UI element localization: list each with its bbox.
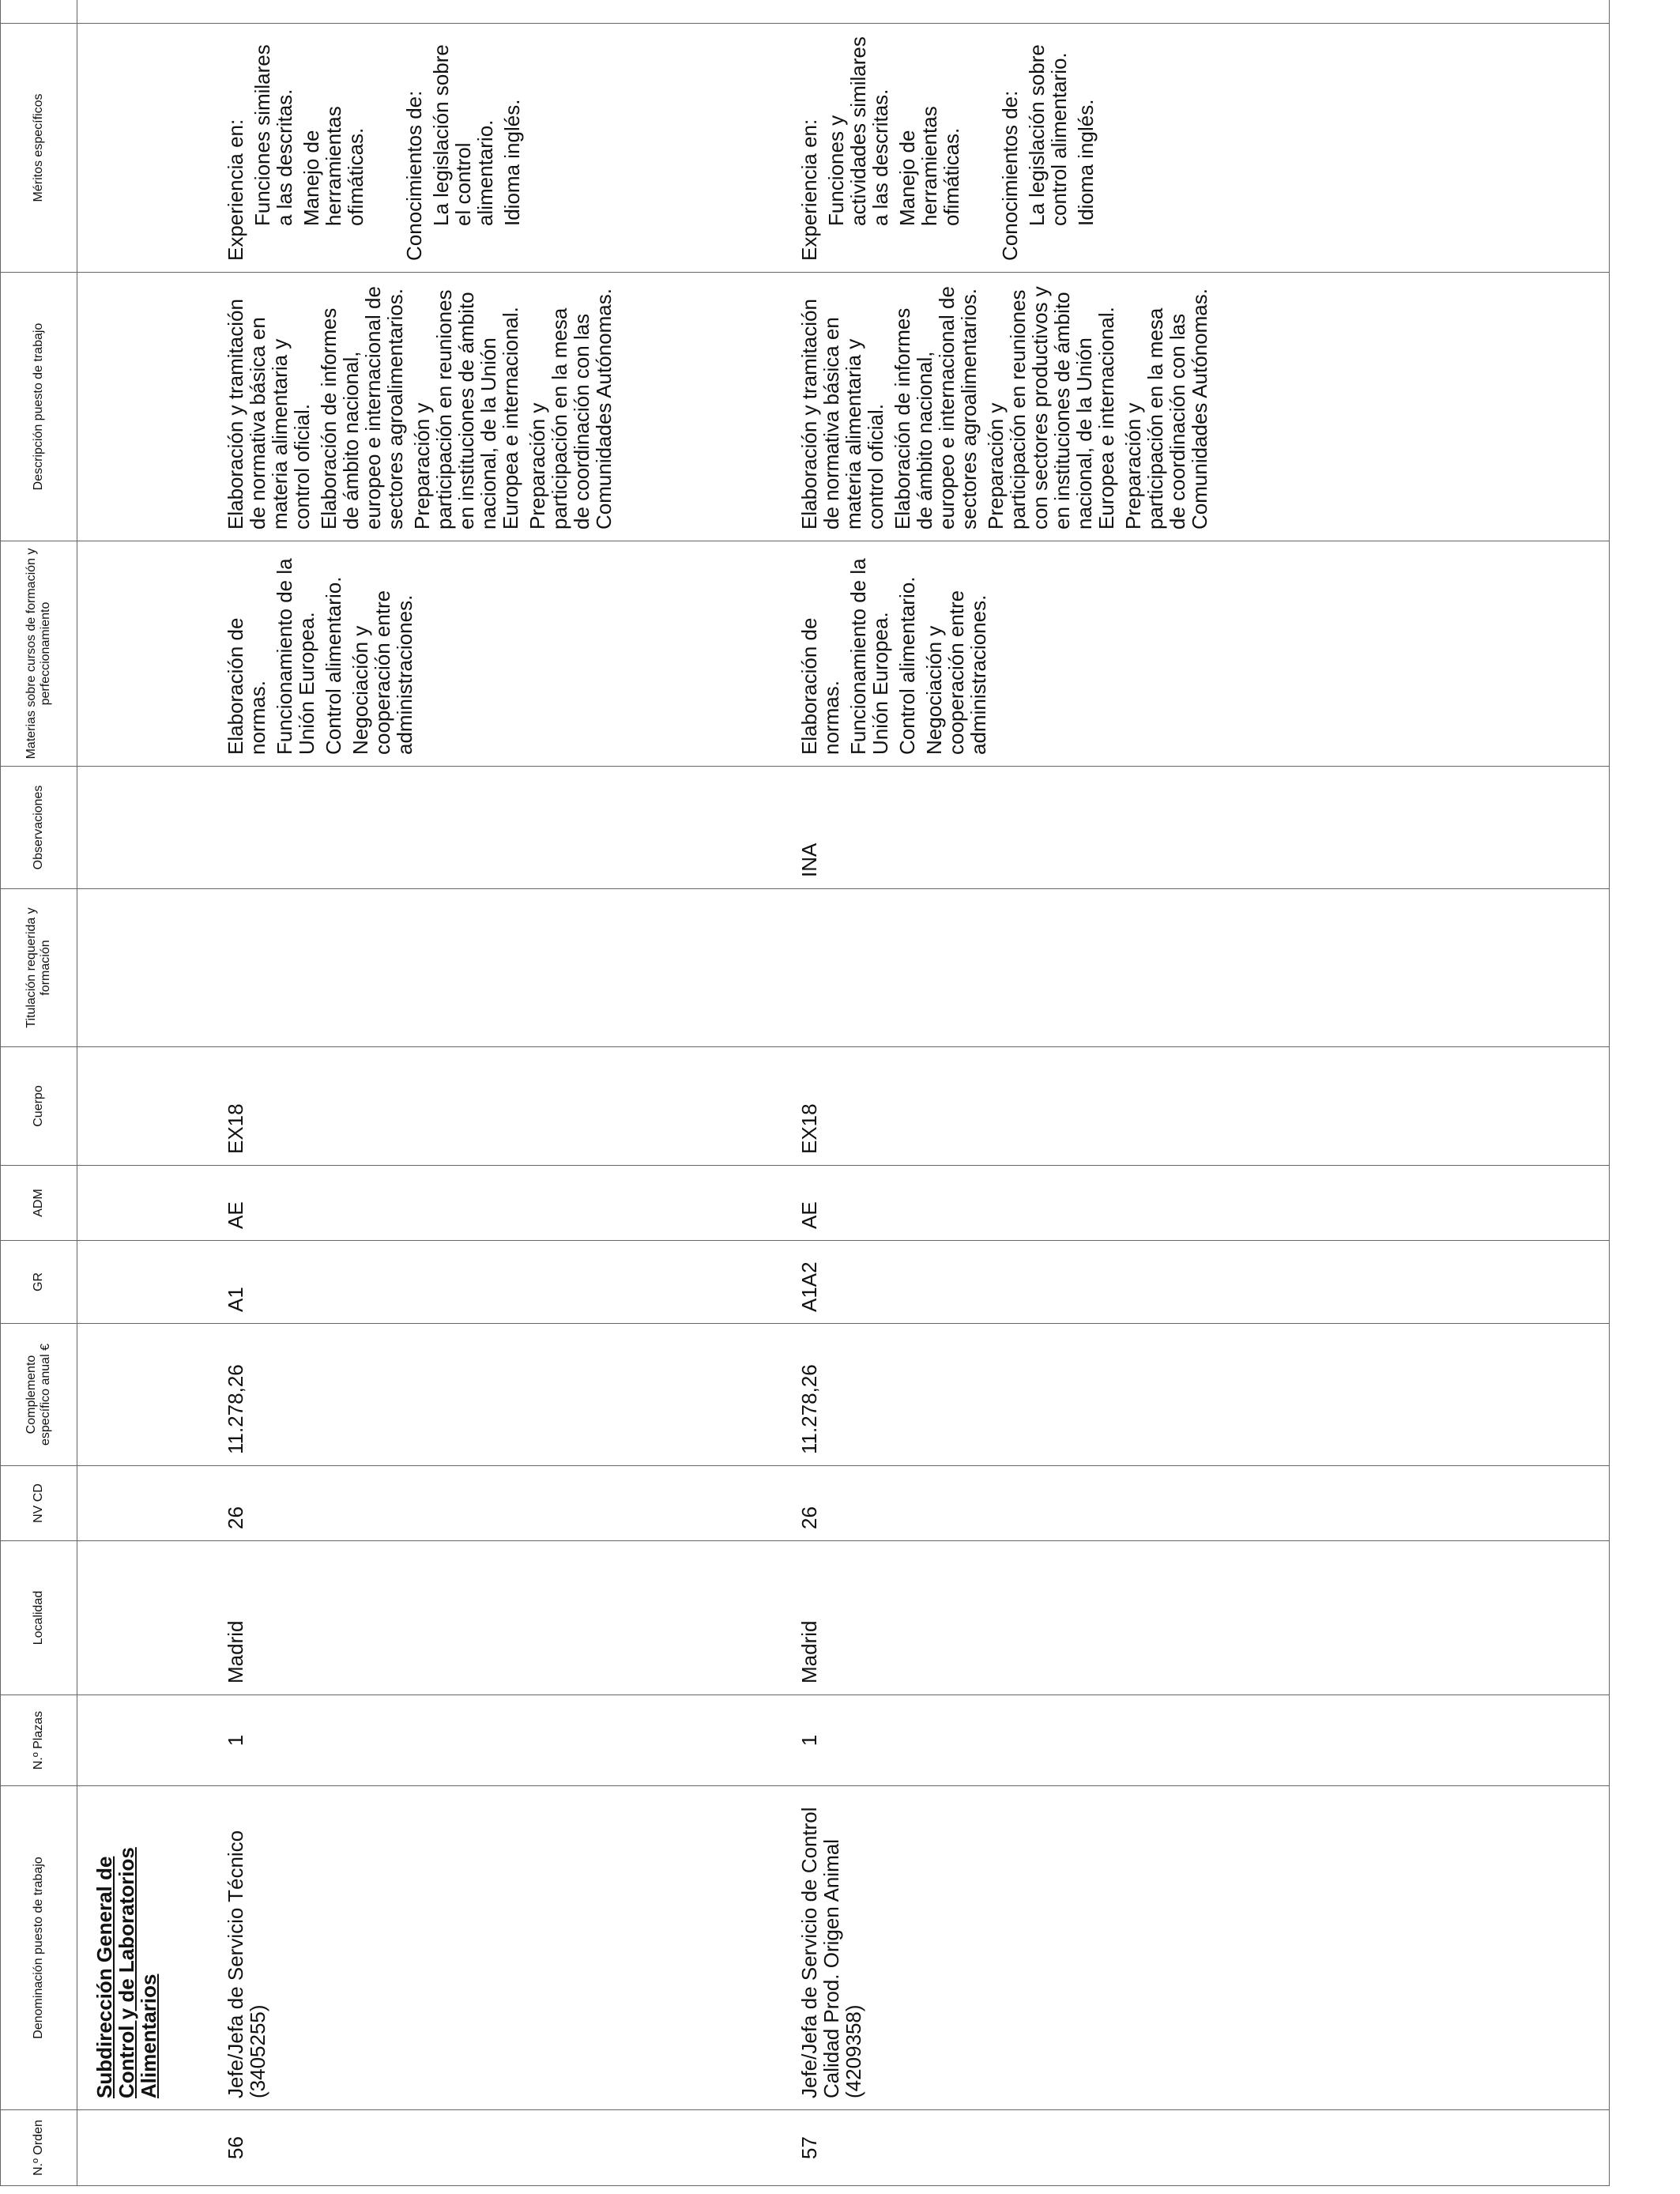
- observaciones-cell: [209, 767, 782, 889]
- header-gr: GR: [1, 1241, 77, 1324]
- descripcion-item: Elaboración y tramitación de normativa básica en materia alimentaria y control oficial.: [797, 299, 887, 530]
- descripcion-item: Elaboración de informes de ámbito nacional, europeo e internacional de sectores agroalimentarios.: [891, 286, 981, 530]
- header-orden: N.º Orden: [1, 2110, 77, 2186]
- denominacion-cell: Jefe/Jefa de Servicio de Control Calidad Prod. Origen Animal (4209358): [782, 1786, 1610, 2110]
- descripcion-cell: [782, 273, 1610, 541]
- header-meritos: Méritos específicos: [1, 24, 77, 273]
- merito-item: La legislación sobre control alimentario.: [1025, 44, 1071, 226]
- orden-cell: 56: [209, 2110, 782, 2186]
- descripcion-item: Preparación y participación en la mesa de coordinación con las Comunidades Autónomas.: [525, 288, 616, 530]
- header-titulacion: Titulación requerida y formación: [1, 889, 77, 1047]
- cuerpo-cell: EX18: [782, 1047, 1610, 1166]
- em-cell: [782, 0, 1610, 24]
- section-row: [77, 0, 209, 2186]
- adm-cell: AE: [209, 1166, 782, 1241]
- materia-item: Elaboración de normas.: [797, 617, 843, 755]
- merito-item: Idioma inglés.: [500, 99, 524, 226]
- materia-item: Elaboración de normas.: [224, 617, 269, 755]
- nvcd-cell: 26: [209, 1466, 782, 1541]
- gr-cell: A1A2: [782, 1241, 1610, 1324]
- em-cell: [209, 0, 782, 24]
- materia-item: Negociación y cooperación entre administraciones.: [348, 590, 416, 755]
- titulacion-cell: [782, 889, 1610, 1047]
- header-plazas: N.º Plazas: [1, 1695, 77, 1786]
- observaciones-cell: INA: [782, 767, 1610, 889]
- orden-cell: 57: [782, 2110, 1610, 2186]
- localidad-cell: Madrid: [209, 1541, 782, 1695]
- meritos-experiencia-label: Experiencia en:: [224, 119, 247, 261]
- plazas-cell: 1: [209, 1695, 782, 1786]
- header-materias: Materias sobre cursos de formación y perfeccionamiento: [1, 541, 77, 767]
- table-row: [209, 0, 782, 2186]
- descripcion-item: Preparación y participación en reuniones en instituciones de ámbito nacional, de la Unión Europea e internacional.: [410, 289, 522, 530]
- descripcion-item: Preparación y participación en reuniones con sectores productivos y en instituciones de ámbito nacional, de la Unión Europea e internacional.: [984, 286, 1118, 530]
- materia-item: Control alimentario.: [895, 576, 919, 755]
- adm-cell: AE: [782, 1166, 1610, 1241]
- header-denominacion: Denominación puesto de trabajo: [1, 1786, 77, 2110]
- gr-cell: A1: [209, 1241, 782, 1324]
- header-adm: ADM: [1, 1166, 77, 1241]
- merito-item: Funciones y actividades similares a las descritas.: [824, 36, 892, 226]
- header-complemento: Complemento específico anual €: [1, 1324, 77, 1466]
- complemento-cell: 11.278,26: [782, 1324, 1610, 1466]
- materia-item: Funcionamiento de la Unión Europea.: [273, 558, 318, 755]
- table-row: [782, 0, 1610, 2186]
- materias-cell: [782, 541, 1610, 767]
- section-title: Subdirección General de Control y de Laboratorios Alimentarios: [92, 1847, 160, 2098]
- materia-item: Control alimentario.: [322, 576, 345, 755]
- descripcion-item: Elaboración de informes de ámbito nacional, europeo e internacional de sectores agroalimentarios.: [317, 286, 407, 530]
- complemento-cell: 11.278,26: [209, 1324, 782, 1466]
- merito-item: La legislación sobre el control alimentario.: [429, 44, 497, 226]
- titulacion-cell: [209, 889, 782, 1047]
- meritos-conocimientos-label: Conocimientos de:: [998, 90, 1022, 261]
- merito-item: Manejo de herramientas ofimáticas.: [299, 106, 367, 226]
- meritos-experiencia-label: Experiencia en:: [797, 119, 821, 261]
- merito-item: Funciones similares a las descritas.: [250, 44, 296, 226]
- header-row: [1, 0, 77, 2186]
- merito-item: Idioma inglés.: [1074, 99, 1098, 226]
- header-em: [1, 0, 77, 24]
- denominacion-cell: Jefe/Jefa de Servicio Técnico (3405255): [209, 1786, 782, 2110]
- header-observaciones: Observaciones: [1, 767, 77, 889]
- materias-cell: [209, 541, 782, 767]
- localidad-cell: Madrid: [782, 1541, 1610, 1695]
- merito-item: Manejo de herramientas ofimáticas.: [895, 106, 963, 226]
- nvcd-cell: 26: [782, 1466, 1610, 1541]
- header-cuerpo: Cuerpo: [1, 1047, 77, 1166]
- descripcion-cell: [209, 273, 782, 541]
- meritos-conocimientos-label: Conocimientos de:: [402, 90, 426, 261]
- descripcion-item: Preparación y participación en la mesa de coordinación con las Comunidades Autónomas.: [1121, 288, 1211, 530]
- descripcion-item: Elaboración y tramitación de normativa básica en materia alimentaria y control oficial.: [224, 299, 314, 530]
- plazas-cell: 1: [782, 1695, 1610, 1786]
- header-nvcd: NV CD: [1, 1466, 77, 1541]
- header-descripcion: Descripción puesto de trabajo: [1, 273, 77, 541]
- materia-item: Funcionamiento de la Unión Europea.: [846, 558, 892, 755]
- materia-item: Negociación y cooperación entre administraciones.: [922, 590, 990, 755]
- meritos-cell: [782, 24, 1610, 273]
- meritos-cell: [209, 24, 782, 273]
- header-localidad: Localidad: [1, 1541, 77, 1695]
- cuerpo-cell: EX18: [209, 1047, 782, 1166]
